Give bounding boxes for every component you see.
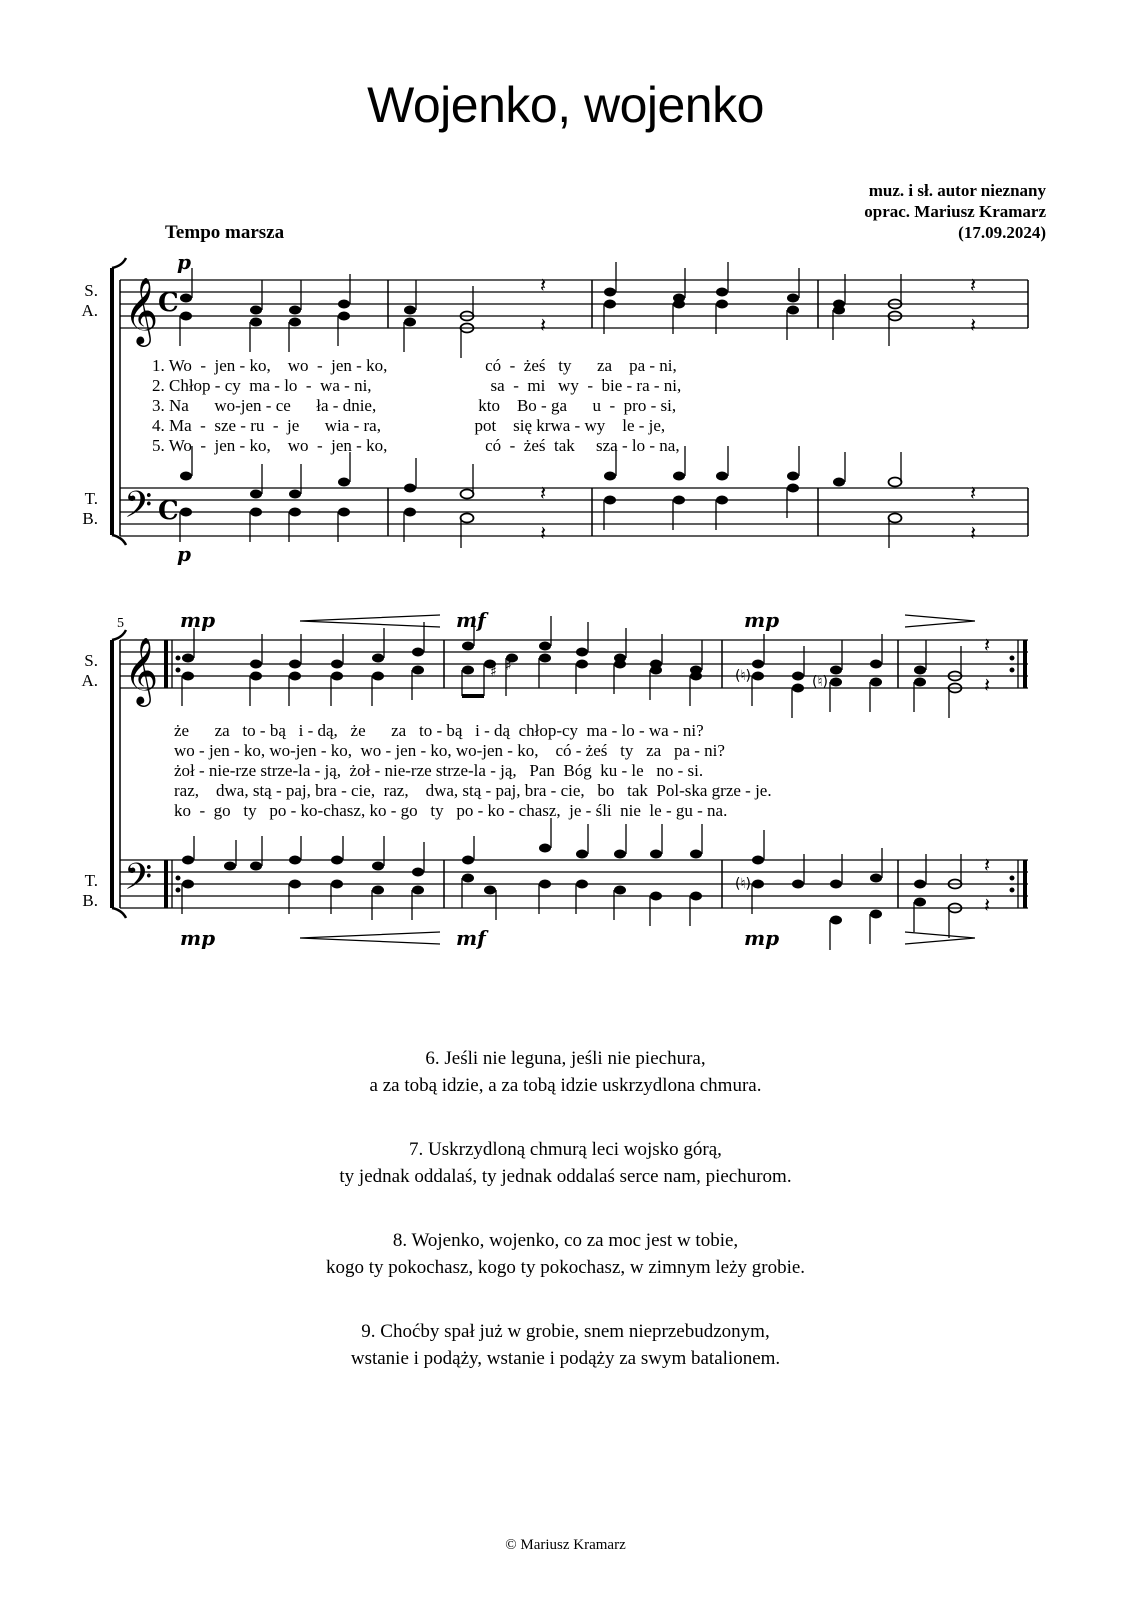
svg-text:𝄽: 𝄽	[984, 853, 991, 877]
dynamic-mf-lower: mf	[456, 926, 486, 950]
lyric-verse-5: 5. Wo - jen - ko, wo - jen - ko, có - żeś tak sza - lo - na,	[152, 436, 680, 455]
svg-text:𝄢: 𝄢	[124, 484, 153, 535]
svg-text:𝄽: 𝄽	[970, 521, 977, 545]
dynamic-mp2-upper: mp	[744, 608, 780, 632]
svg-text:(♮): (♮)	[812, 674, 828, 690]
svg-text:♯: ♯	[490, 664, 497, 680]
svg-text:C: C	[158, 496, 179, 526]
verse-9	[0, 1318, 1131, 1372]
svg-text:𝄞: 𝄞	[124, 636, 159, 704]
svg-text:𝄽: 𝄽	[540, 313, 547, 337]
svg-text:C: C	[158, 288, 179, 318]
svg-text:𝄽: 𝄽	[984, 633, 991, 657]
verse-6-line-2: a za tobą idzie, a za tobą idzie uskrzydlona chmura.	[369, 1075, 762, 1096]
voice-label-soprano-alto-2	[58, 651, 98, 691]
lyric-verse-3: 3. Na wo-jen - ce ła - dnie, kto Bo - ga u - pro - si,	[152, 396, 677, 415]
lyric-verse-3: żoł - nie-rze strze-la - ją, żoł - nie-rze strze-la - ją, Pan Bóg ku - le no - si.	[174, 761, 704, 780]
voice-label-tenor: T.	[84, 871, 98, 890]
svg-text:𝄽: 𝄽	[970, 273, 977, 297]
verse-6	[0, 1045, 1131, 1099]
tempo-marking: Tempo marsza	[165, 222, 285, 243]
voice-label-soprano: S.	[84, 651, 98, 670]
lyric-verse-5: ko - go ty po - ko-chasz, ko - go ty po - ko - chasz, je - śli nie le - gu - na.	[174, 801, 728, 820]
verse-7-line-1: 7. Uskrzydloną chmurą leci wojsko górą,	[409, 1139, 722, 1160]
verse-6-line-1: 6. Jeśli nie leguna, jeśli nie piechura,	[425, 1048, 706, 1069]
verse-7	[0, 1136, 1131, 1190]
svg-text:𝄢: 𝄢	[124, 856, 153, 907]
svg-text:𝄽: 𝄽	[970, 313, 977, 337]
dynamic-lower: p	[177, 542, 191, 566]
svg-text:𝄞: 𝄞	[124, 276, 159, 344]
voice-label-bass: B.	[82, 891, 98, 910]
verse-8	[0, 1227, 1131, 1281]
svg-text:𝄽: 𝄽	[540, 481, 547, 505]
verse-7-line-2: ty jednak oddalaś, ty jednak oddalaś serce nam, piechurom.	[339, 1166, 792, 1187]
lyric-verse-1: 1. Wo - jen - ko, wo - jen - ko, có - żeś ty za pa - ni,	[152, 356, 677, 375]
svg-text:𝄽: 𝄽	[984, 673, 991, 697]
voice-label-tenor-bass-2	[58, 871, 98, 911]
voice-label-soprano: S.	[84, 281, 98, 300]
dynamic-mp2-lower: mp	[744, 926, 780, 950]
verse-9-line-1: 9. Choćby spał już w grobie, snem nieprzebudzonym,	[361, 1321, 770, 1342]
lyric-verse-2: wo - jen - ko, wo-jen - ko, wo - jen - ko, wo-jen - ko, có - żeś ty za pa - ni?	[174, 741, 725, 760]
svg-text:(♮): (♮)	[735, 668, 751, 684]
lyrics-system-2	[174, 721, 772, 821]
lyric-verse-2: 2. Chłop - cy ma - lo - wa - ni, sa - mi wy - bie - ra - ni,	[152, 376, 682, 395]
voice-label-alto: A.	[81, 671, 98, 690]
svg-text:𝄽: 𝄽	[540, 521, 547, 545]
svg-text:𝄽: 𝄽	[984, 893, 991, 917]
copyright-notice: © Mariusz Kramarz	[505, 1537, 626, 1553]
voice-label-bass: B.	[82, 509, 98, 528]
lyric-verse-1: że za to - bą i - dą, że za to - bą i - dą chłop-cy ma - lo - wa - ni?	[174, 721, 704, 740]
dynamic-mp-lower: mp	[180, 926, 216, 950]
svg-text:𝄽: 𝄽	[540, 273, 547, 297]
song-title: Wojenko, wojenko	[367, 77, 764, 133]
svg-text:𝄽: 𝄽	[970, 481, 977, 505]
credits-date: (17.09.2024)	[958, 223, 1046, 242]
dynamic-upper: p	[177, 250, 191, 274]
svg-text:(♮): (♮)	[735, 876, 751, 892]
lyric-verse-4: 4. Ma - sze - ru - je wia - ra, pot się krwa - wy le - je,	[152, 416, 666, 435]
voice-label-tenor: T.	[84, 489, 98, 508]
voice-label-alto: A.	[81, 301, 98, 320]
verse-8-line-2: kogo ty pokochasz, kogo ty pokochasz, w zimnym leży grobie.	[325, 1257, 806, 1278]
measure-number: 5	[117, 616, 124, 631]
additional-verses	[0, 1045, 1131, 1409]
svg-text:♯: ♯	[505, 658, 512, 674]
dynamic-mp-upper: mp	[180, 608, 216, 632]
credits-arranger: oprac. Mariusz Kramarz	[864, 202, 1046, 221]
dynamic-mf-upper: mf	[456, 608, 486, 632]
credits-composer: muz. i sł. autor nieznany	[868, 181, 1046, 200]
lyric-verse-4: raz, dwa, stą - paj, bra - cie, raz, dwa, stą - paj, bra - cie, bo tak Pol-ska grze - je.	[174, 781, 772, 800]
verse-9-line-2: wstanie i podąży, wstanie i podąży za swym batalionem.	[350, 1348, 781, 1369]
verse-8-line-1: 8. Wojenko, wojenko, co za moc jest w tobie,	[392, 1230, 739, 1251]
